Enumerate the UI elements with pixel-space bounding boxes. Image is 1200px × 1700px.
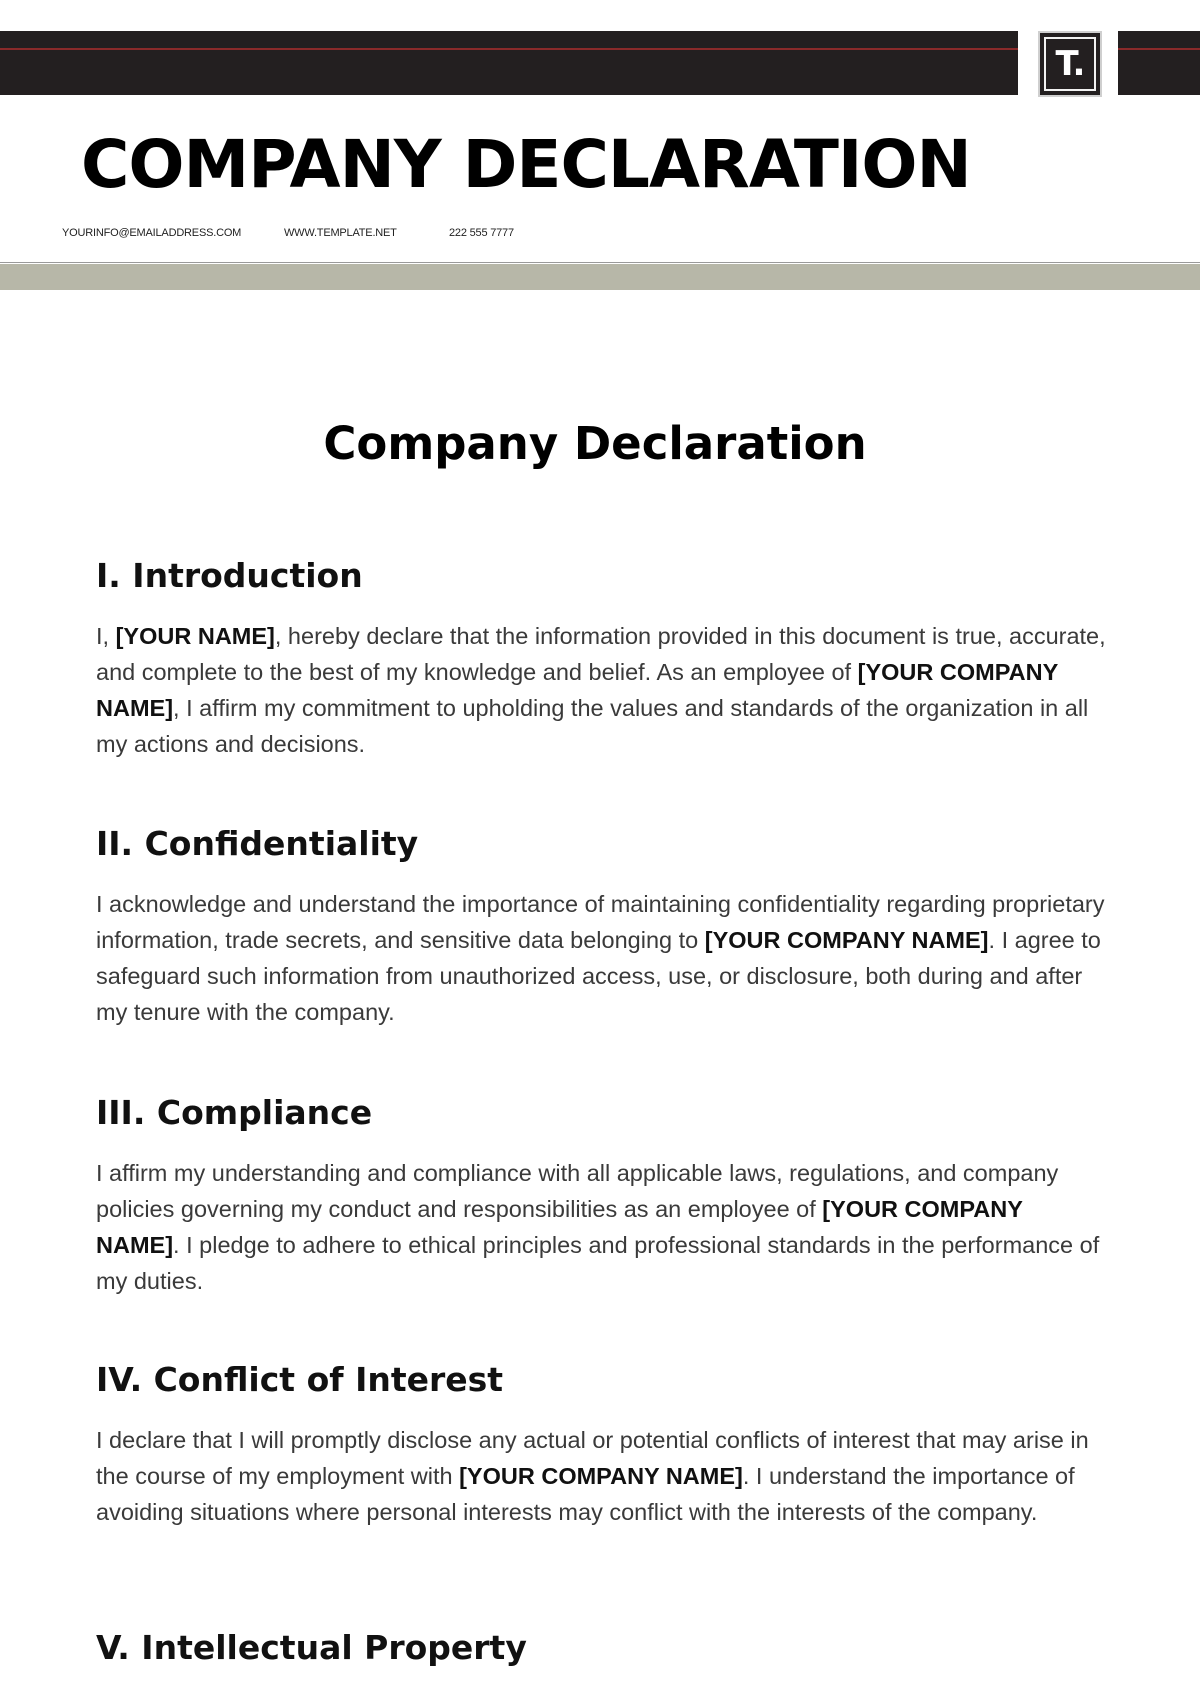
body-text: , hereby declare that the information provided in this document is true, accurate, and complete to the best of my knowledge and belief. As an employee of — [96, 623, 1106, 685]
section-title: IV. Conflict of Interest — [96, 1360, 504, 1399]
page-heading: Company Declaration — [323, 417, 867, 470]
section-title: III. Compliance — [96, 1093, 373, 1132]
logo-mark: T. — [1044, 37, 1096, 91]
contact-website: WWW.TEMPLATE.NET — [284, 227, 397, 239]
section-conflict-of-interest — [96, 1358, 1106, 1530]
body-text: . I agree to safeguard such information from unauthorized access, use, or disclosure, both during and after my tenure with the company. — [96, 927, 1101, 1025]
placeholder-field: [YOUR NAME] — [115, 623, 275, 649]
section-compliance — [96, 1091, 1106, 1299]
section-body — [96, 1155, 1106, 1299]
section-body — [96, 1422, 1106, 1530]
body-text: I declare that I will promptly disclose any actual or potential conflicts of interest that may arise in the course of my employment with — [96, 1427, 1089, 1489]
body-text: , I affirm my commitment to upholding the values and standards of the organization in all my actions and decisions. — [96, 695, 1089, 757]
section-intellectual-property — [96, 1626, 1106, 1670]
header-band — [0, 264, 1200, 290]
header-top-bar-right — [1118, 31, 1200, 95]
body-text: I acknowledge and understand the importance of maintaining confidentiality regarding proprietary information, trade secrets, and sensitive data belonging to — [96, 891, 1105, 953]
header-top-bar — [0, 31, 1018, 95]
section-body — [96, 618, 1106, 762]
placeholder-field: [YOUR COMPANY NAME] — [96, 659, 1058, 721]
section-title: V. Intellectual Property — [96, 1628, 527, 1667]
body-text: . I pledge to adhere to ethical principles and professional standards in the performance of my duties. — [96, 1232, 1100, 1294]
section-title: I. Introduction — [96, 556, 363, 595]
section-title: II. Confidentiality — [96, 824, 419, 863]
contact-phone: 222 555 7777 — [449, 227, 514, 239]
section-body — [96, 886, 1106, 1030]
body-text: I, — [96, 623, 116, 649]
header-accent-line — [0, 48, 1018, 50]
placeholder-field: [YOUR COMPANY NAME] — [96, 1196, 1023, 1258]
section-introduction — [96, 554, 1106, 762]
document-title: COMPANY DECLARATION — [81, 126, 971, 203]
placeholder-field: [YOUR COMPANY NAME] — [704, 927, 989, 953]
company-logo — [1038, 31, 1102, 97]
placeholder-field: [YOUR COMPANY NAME] — [459, 1463, 743, 1489]
header-divider — [0, 262, 1200, 263]
body-text: . I understand the importance of avoiding situations where personal interests may conflict with the interests of the company. — [96, 1463, 1075, 1525]
header-accent-line-right — [1118, 48, 1200, 50]
section-confidentiality — [96, 822, 1106, 1030]
body-text: I affirm my understanding and compliance with all applicable laws, regulations, and company policies governing my conduct and responsibilities as an employee of — [96, 1160, 1059, 1222]
contact-email: YOURINFO@EMAILADDRESS.COM — [62, 227, 242, 239]
